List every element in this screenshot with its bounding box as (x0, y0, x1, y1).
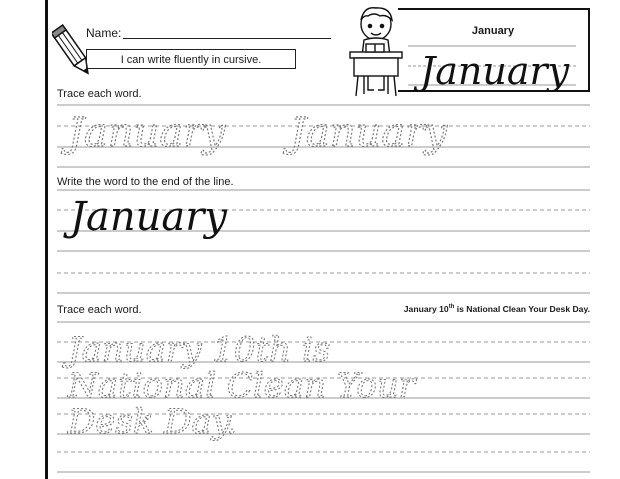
trace-line-2: National Clean Your (68, 366, 415, 406)
objective-box: I can write fluently in cursive. (86, 49, 296, 69)
model-word: January (70, 194, 227, 240)
word-box-title: January (471, 25, 515, 37)
fact-suffix: is National Clean Your Desk Day. (454, 304, 590, 314)
section3-instruction: Trace each word. (57, 304, 142, 316)
fun-fact (404, 304, 590, 314)
trace-word-1: January (68, 110, 225, 156)
section1-instruction: Trace each word. (57, 88, 142, 100)
name-label: Name: (86, 26, 122, 40)
section2-instruction: Write the word to the end of the line. (57, 176, 234, 188)
fact-prefix: January 10 (403, 304, 449, 314)
word-box-cursive: January (420, 49, 570, 92)
trace-word-2: January (290, 110, 447, 156)
trace-line-3: Desk Day. (68, 402, 238, 442)
fact-superscript: th (448, 304, 455, 311)
trace-line-1: January 10th is (68, 330, 331, 370)
